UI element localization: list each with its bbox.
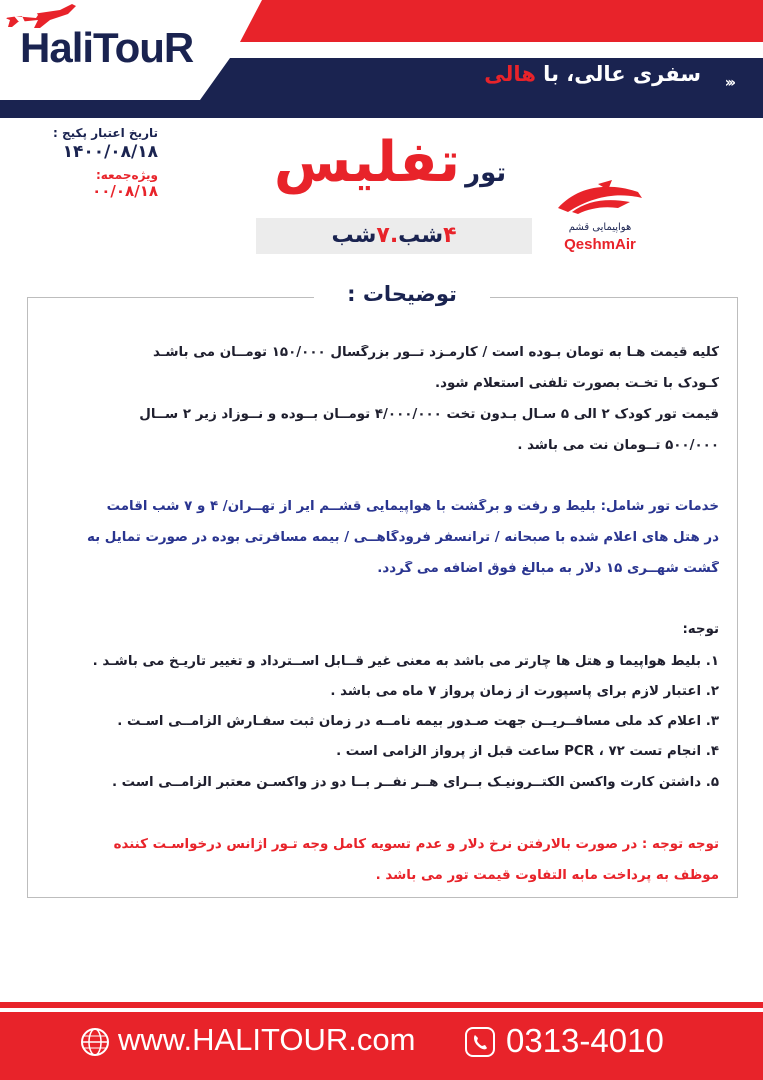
package-validity <box>18 126 158 200</box>
phone-icon <box>465 1027 495 1057</box>
note-item: ۲. اعتبار لازم برای پاسپورت از زمان پرواز ۷ ماه می باشد . <box>330 684 719 699</box>
chevrons-icon: ››› <box>724 75 733 91</box>
globe-icon <box>80 1027 110 1057</box>
price-line: قیمت تور کودک ۲ الی ۵ سـال بـدون تخت ۴/۰۰۰/۰۰۰ تومــان بــوده و نــوزاد زیر ۲ ســال <box>139 407 719 422</box>
note-item: ۵. داشتن کارت واکسن الکتــرونیـک بــرای هــر نفــر بــا دو دز واکسـن معتبر الزامــی است . <box>111 775 719 790</box>
notes-title: توجه: <box>682 622 719 637</box>
tour-prefix: تور <box>465 158 507 188</box>
nights-a-unit: شب <box>398 223 444 248</box>
note-item: ۳. اعلام کد ملی مسافــریــن جهت صـدور بیمه نامــه در زمان ثبت سفـارش الزامــی اسـت . <box>117 714 719 729</box>
services-line: گشت شهــری ۱۵ دلار به مبالغ فوق اضافه می گردد. <box>377 561 719 576</box>
validity-label: تاریخ اعتبار پکیج : <box>53 126 158 140</box>
warning-line: موظف به پرداخت مابه التفاوت قیمت تور می باشد . <box>375 868 719 883</box>
note-item: ۱. بلیط هواپیما و هتل ها چارتر می باشد به معنی غیر قــابل اســترداد و تغییر تاریـخ می باشـد . <box>92 654 719 669</box>
header-slogan <box>484 62 701 86</box>
nights-b-unit: شب <box>331 223 377 248</box>
footer-stripe <box>0 1002 763 1008</box>
nights-separator: . <box>389 223 399 248</box>
friday-label: ویژه‌جمعه: <box>95 168 158 182</box>
website-link[interactable]: www.HALITOUR.com <box>118 1022 416 1057</box>
brand-logo: HaliTouR <box>20 24 194 71</box>
services-line: خدمات تور شامل: بلیط و رفت و برگشت با هواپیمایی قشــم ایر از تهــران/ ۴ و ۷ شب اقامت <box>106 499 719 514</box>
friday-date: ۰۰/۰۸/۱۸ <box>92 182 158 200</box>
note-item: ۴. انجام تست PCR ، ۷۲ ساعت قبل از پرواز الزامی است . <box>336 744 719 759</box>
warning-line: توجه توجه : در صورت بالارفتن نرخ دلار و عدم تسویه کامل وجه تـور آژانس درخواسـت کننده <box>113 837 719 852</box>
airplane-icon <box>0 0 40 30</box>
price-line: ۵۰۰/۰۰۰ تــومان نت می باشد . <box>517 438 719 453</box>
services-line: در هتل های اعلام شده با صبحانه / ترانسفر فرودگاهــی / بیمه مسافرتی بوده در صورت تمایل به <box>86 530 719 545</box>
slogan-accent: هالی <box>484 62 536 86</box>
validity-date: ۱۴۰۰/۰۸/۱۸ <box>62 142 158 162</box>
tour-title <box>240 130 540 210</box>
header-banner <box>0 0 763 118</box>
nights-b: ۷ <box>376 223 390 248</box>
tour-city: تفلیس <box>273 130 461 195</box>
airline-name-fa: هواپیمایی قشم <box>568 222 632 233</box>
price-line: کـودک با تخـت بصورت تلفنی استعلام شود. <box>434 376 719 391</box>
qeshm-air-logo-icon <box>538 178 648 222</box>
airline-name-en: QeshmAir <box>564 236 636 253</box>
description-heading: توضیحات : <box>314 282 490 312</box>
slogan-text: سفری عالی، با <box>535 62 701 86</box>
phone-number[interactable]: 0313-4010 <box>506 1022 664 1059</box>
nights-a: ۴ <box>443 223 457 248</box>
nights-bar <box>256 218 532 254</box>
price-line: کلیه قیمت هـا به تومان بـوده است / کارمـزد تــور بزرگسال ۱۵۰/۰۰۰ تومــان می باشـد <box>153 345 719 360</box>
